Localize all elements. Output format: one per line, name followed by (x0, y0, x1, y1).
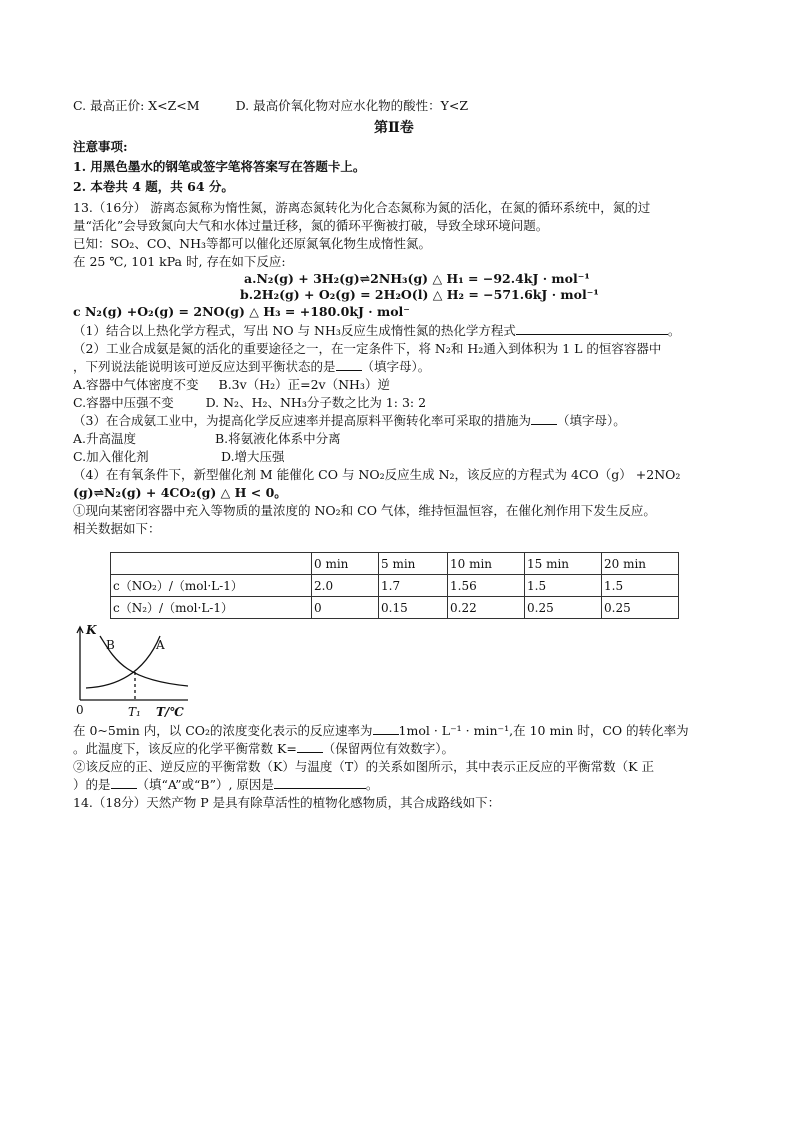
part-4-k-line: 。此温度下，该反应的化学平衡常数 K= （保留两位有效数字）。 (73, 741, 455, 756)
note-1: 1. 用黑色墨水的钢笔或签字笔将答案写在答题卡上。 (73, 159, 366, 174)
curve-a (86, 636, 160, 688)
answer-blank-reason[interactable] (274, 776, 366, 789)
table-cell: c（N₂）/（mol·L-1） (111, 597, 312, 619)
part-3: （3）在合成氨工业中，为提高化学反应速率并提高原料平衡转化率可采取的措施为 （填字母）。 (73, 413, 626, 428)
note-2: 2. 本卷共 4 题，共 64 分。 (73, 179, 234, 194)
part-3-options-cd: C.加入催化剂 D.增大压强 (73, 449, 285, 464)
answer-blank-1[interactable] (516, 322, 668, 335)
table-cell: 2.0 (312, 575, 379, 597)
table-header-cell: 20 min (602, 553, 679, 575)
table-header-cell: 5 min (379, 553, 448, 575)
part-3-options-ab: A.升高温度 B.将氨液化体系中分离 (73, 431, 341, 446)
table-header-cell: 0 min (312, 553, 379, 575)
equation-a: a.N₂(g) + 3H₂(g)⇌2NH₃(g) △ H₁ = −92.4kJ · mol⁻¹ (244, 271, 590, 286)
part-2-line-1: （2）工业合成氨是氮的活化的重要途径之一，在一定条件下，将 N₂和 H₂通入到体积为 1 L 的恒容容器中 (73, 341, 662, 356)
section-title: 第Ⅱ卷 (374, 120, 414, 136)
table-cell: 1.5 (525, 575, 602, 597)
q14-title: 14.（18分）天然产物 P 是具有除草活性的植物化感物质，其合成路线如下： (73, 795, 501, 810)
k-vs-t-graph (70, 620, 195, 720)
q13-condition: 在 25 ℃, 101 kPa 时, 存在如下反应: (73, 254, 286, 269)
label-a: A (156, 638, 165, 652)
table-cell: 0.15 (379, 597, 448, 619)
table-cell: 1.5 (602, 575, 679, 597)
q13-known: 已知：SO₂、CO、NH₃等都可以催化还原氮氧化物生成惰性氮。 (73, 236, 431, 251)
t1-label: T₁ (128, 705, 141, 719)
part-4-line-3: ①现向某密闭容器中充入等物质的量浓度的 NO₂和 CO 气体，维持恒温恒容，在催化剂作用下发生反应。 (73, 503, 656, 518)
table-cell: 0.22 (448, 597, 525, 619)
option-c: C. 最高正价: X<Z<M (73, 98, 200, 113)
table-cell: 0.25 (602, 597, 679, 619)
answer-blank-rate[interactable] (373, 722, 399, 735)
table-header-row (111, 553, 679, 575)
q13-intro-1: 13.（16分） 游离态氮称为惰性氮，游离态氮转化为化合态氮称为氮的活化，在氮的循环系统中，氮的过 (73, 200, 651, 215)
equation-c: c N₂(g) +O₂(g) = 2NO(g) △ H₃ = +180.0kJ · mol⁻ (73, 304, 410, 319)
option-c-line (73, 97, 468, 114)
origin-label: 0 (76, 703, 84, 717)
part-1: （1）结合以上热化学方程式，写出 NO 与 NH₃反应生成惰性氮的热化学方程式 。 (73, 323, 681, 338)
part-4-answer-line: ）的是 （填“A”或“B”）, 原因是 。 (73, 777, 379, 792)
answer-blank-k[interactable] (297, 740, 323, 753)
answer-blank-3[interactable] (531, 412, 557, 425)
part-4-line-4: 相关数据如下： (73, 521, 161, 536)
answer-blank-ab[interactable] (111, 776, 137, 789)
table-cell: 1.7 (379, 575, 448, 597)
table-row (111, 597, 679, 619)
table-row (111, 575, 679, 597)
table-cell: 1.56 (448, 575, 525, 597)
notes-title: 注意事项: (73, 139, 128, 154)
part-2-options-ab: A.容器中气体密度不变 B.3v（H₂）正=2v（NH₃）逆 (73, 377, 390, 392)
table-header-cell (111, 553, 312, 575)
part-4-line-2: (g)⇌N₂(g) + 4CO₂(g) △ H < 0。 (73, 485, 287, 500)
part-4-line-1: （4）在有氧条件下，新型催化剂 M 能催化 CO 与 NO₂反应生成 N₂，该反应的方程式为 4CO（g） +2NO₂ (73, 467, 681, 482)
q13-intro-2: 量“活化”会导致氮向大气和水体过量迁移，氮的循环平衡被打破，导致全球环境问题。 (73, 218, 549, 233)
table-header-cell: 15 min (525, 553, 602, 575)
equation-b: b.2H₂(g) + O₂(g) = 2H₂O(l) △ H₂ = −571.6kJ · mol⁻¹ (240, 287, 599, 302)
table-cell: 0 (312, 597, 379, 619)
y-axis-label: K (86, 623, 97, 637)
part-2-options-cd: C.容器中压强不变 D. N₂、H₂、NH₃分子数之比为 1: 3: 2 (73, 395, 427, 410)
part-4-graph-question: ②该反应的正、逆反应的平衡常数（K）与温度（T）的关系如图所示，其中表示正反应的平衡常数（K 正 (73, 759, 654, 774)
label-b: B (106, 638, 115, 652)
table-cell: 0.25 (525, 597, 602, 619)
data-table (110, 552, 679, 619)
part-2-line-2: ，下列说法能说明该可逆反应达到平衡状态的是 （填字母）。 (73, 359, 431, 374)
x-axis-label: T/℃ (156, 705, 184, 719)
answer-blank-2[interactable] (336, 358, 362, 371)
table-cell: c（NO₂）/（mol·L-1） (111, 575, 312, 597)
option-d: D. 最高价氧化物对应水化物的酸性：Y<Z (235, 98, 469, 113)
table-header-cell: 10 min (448, 553, 525, 575)
part-4-rate-line: 在 0~5min 内，以 CO₂的浓度变化表示的反应速率为 1mol · L⁻¹ · min⁻¹,在 10 min 时，CO 的转化率为 (73, 723, 689, 738)
